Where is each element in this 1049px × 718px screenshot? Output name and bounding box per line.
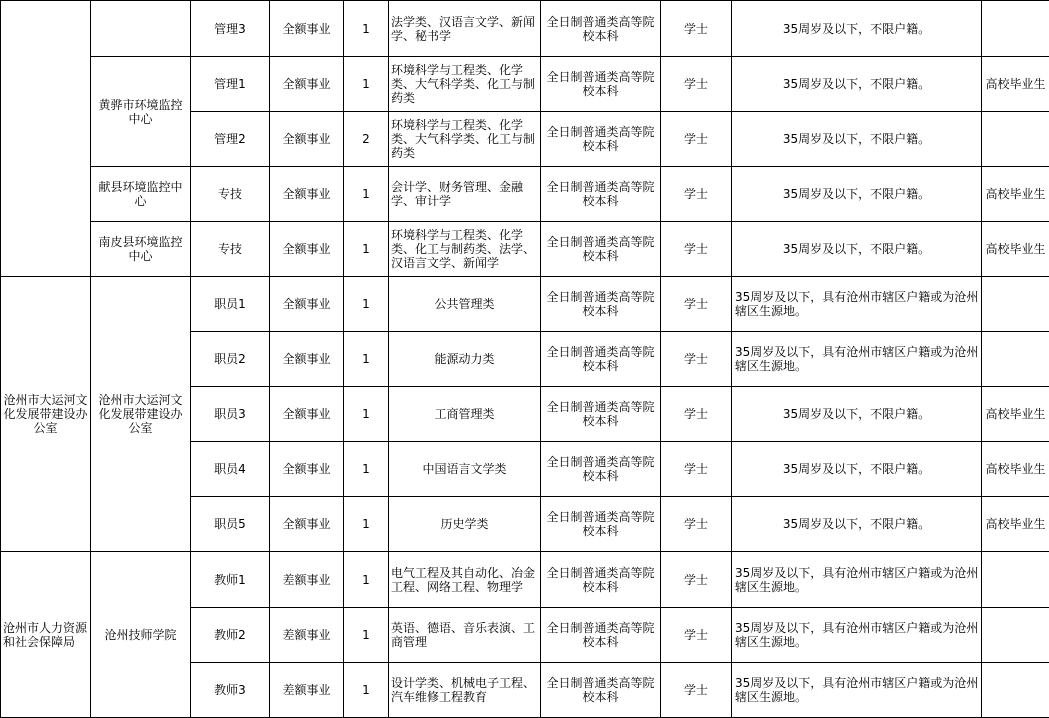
- position-cell: 职员1: [191, 277, 270, 332]
- major-cell: 法学类、汉语言文学、新闻学、秘书学: [389, 1, 541, 57]
- position-cell: 职员3: [191, 387, 270, 442]
- count-cell: 1: [344, 387, 389, 442]
- table-row: [1, 222, 1049, 277]
- position-cell: 教师2: [191, 608, 270, 663]
- funding-cell: 全额事业: [270, 387, 344, 442]
- unit-cell-blank: [91, 1, 191, 57]
- table-row: [1, 552, 1049, 608]
- requirement-cell: 35周岁及以下，具有沧州市辖区户籍或为沧州辖区生源地。: [732, 663, 982, 718]
- count-cell: 1: [344, 608, 389, 663]
- requirement-cell: 35周岁及以下，不限户籍。: [732, 497, 982, 552]
- note-cell: 高校毕业生: [982, 497, 1049, 552]
- note-cell: 高校毕业生: [982, 442, 1049, 497]
- unit-cell: 献县环境监控中心: [91, 167, 191, 222]
- funding-cell: 全额事业: [270, 497, 344, 552]
- note-cell: [982, 663, 1049, 718]
- unit-cell: 沧州市大运河文化发展带建设办公室: [91, 277, 191, 552]
- funding-cell: 全额事业: [270, 57, 344, 112]
- table-row: [1, 57, 1049, 112]
- table-row: [1, 167, 1049, 222]
- major-cell: 电气工程及其自动化、冶金工程、网络工程、物理学: [389, 552, 541, 608]
- major-cell: 环境科学与工程类、化学类、大气科学类、化工与制药类: [389, 57, 541, 112]
- position-cell: 专技: [191, 167, 270, 222]
- major-cell: 中国语言文学类: [389, 442, 541, 497]
- funding-cell: 全额事业: [270, 1, 344, 57]
- requirement-cell: 35周岁及以下，不限户籍。: [732, 222, 982, 277]
- requirement-cell: 35周岁及以下，具有沧州市辖区户籍或为沧州辖区生源地。: [732, 277, 982, 332]
- major-cell: 环境科学与工程类、化学类、大气科学类、化工与制药类: [389, 112, 541, 167]
- department-cell: 沧州市大运河文化发展带建设办公室: [1, 277, 91, 552]
- major-cell: 英语、德语、音乐表演、工商管理: [389, 608, 541, 663]
- education-cell: 全日制普通类高等院校本科: [541, 57, 661, 112]
- education-cell: 全日制普通类高等院校本科: [541, 387, 661, 442]
- count-cell: 1: [344, 57, 389, 112]
- department-cell-env: [1, 1, 91, 277]
- note-cell: 高校毕业生: [982, 57, 1049, 112]
- unit-cell: 南皮县环境监控中心: [91, 222, 191, 277]
- position-cell: 职员4: [191, 442, 270, 497]
- count-cell: 1: [344, 222, 389, 277]
- count-cell: 1: [344, 167, 389, 222]
- requirement-cell: 35周岁及以下，不限户籍。: [732, 167, 982, 222]
- note-cell: [982, 1, 1049, 57]
- requirement-cell: 35周岁及以下，具有沧州市辖区户籍或为沧州辖区生源地。: [732, 608, 982, 663]
- count-cell: 2: [344, 112, 389, 167]
- funding-cell: 差额事业: [270, 663, 344, 718]
- degree-cell: 学士: [661, 167, 732, 222]
- note-cell: 高校毕业生: [982, 222, 1049, 277]
- table-row: [1, 1, 1049, 57]
- requirement-cell: 35周岁及以下，不限户籍。: [732, 112, 982, 167]
- count-cell: 1: [344, 552, 389, 608]
- requirement-cell: 35周岁及以下，具有沧州市辖区户籍或为沧州辖区生源地。: [732, 552, 982, 608]
- funding-cell: 差额事业: [270, 552, 344, 608]
- count-cell: 1: [344, 442, 389, 497]
- degree-cell: 学士: [661, 112, 732, 167]
- requirement-cell: 35周岁及以下，不限户籍。: [732, 57, 982, 112]
- education-cell: 全日制普通类高等院校本科: [541, 608, 661, 663]
- funding-cell: 全额事业: [270, 442, 344, 497]
- count-cell: 1: [344, 332, 389, 387]
- major-cell: 历史学类: [389, 497, 541, 552]
- requirement-cell: 35周岁及以下，不限户籍。: [732, 1, 982, 57]
- note-cell: [982, 552, 1049, 608]
- funding-cell: 差额事业: [270, 608, 344, 663]
- count-cell: 1: [344, 497, 389, 552]
- requirement-cell: 35周岁及以下，不限户籍。: [732, 387, 982, 442]
- note-cell: [982, 608, 1049, 663]
- education-cell: 全日制普通类高等院校本科: [541, 1, 661, 57]
- position-cell: 职员5: [191, 497, 270, 552]
- education-cell: 全日制普通类高等院校本科: [541, 552, 661, 608]
- note-cell: [982, 112, 1049, 167]
- unit-cell: 黄骅市环境监控中心: [91, 57, 191, 167]
- requirement-cell: 35周岁及以下，具有沧州市辖区户籍或为沧州辖区生源地。: [732, 332, 982, 387]
- position-cell: 专技: [191, 222, 270, 277]
- education-cell: 全日制普通类高等院校本科: [541, 332, 661, 387]
- note-cell: 高校毕业生: [982, 387, 1049, 442]
- position-cell: 管理2: [191, 112, 270, 167]
- major-cell: 环境科学与工程类、化学类、化工与制药类、法学、汉语言文学、新闻学: [389, 222, 541, 277]
- education-cell: 全日制普通类高等院校本科: [541, 112, 661, 167]
- note-cell: 高校毕业生: [982, 167, 1049, 222]
- degree-cell: 学士: [661, 663, 732, 718]
- degree-cell: 学士: [661, 277, 732, 332]
- education-cell: 全日制普通类高等院校本科: [541, 222, 661, 277]
- position-cell: 管理3: [191, 1, 270, 57]
- major-cell: 设计学类、机械电子工程、汽车维修工程教育: [389, 663, 541, 718]
- note-cell: [982, 277, 1049, 332]
- degree-cell: 学士: [661, 222, 732, 277]
- funding-cell: 全额事业: [270, 332, 344, 387]
- education-cell: 全日制普通类高等院校本科: [541, 277, 661, 332]
- count-cell: 1: [344, 277, 389, 332]
- unit-cell: 沧州技师学院: [91, 552, 191, 718]
- education-cell: 全日制普通类高等院校本科: [541, 442, 661, 497]
- major-cell: 工商管理类: [389, 387, 541, 442]
- degree-cell: 学士: [661, 608, 732, 663]
- degree-cell: 学士: [661, 1, 732, 57]
- degree-cell: 学士: [661, 387, 732, 442]
- position-cell: 职员2: [191, 332, 270, 387]
- position-cell: 教师3: [191, 663, 270, 718]
- major-cell: 公共管理类: [389, 277, 541, 332]
- degree-cell: 学士: [661, 332, 732, 387]
- note-cell: [982, 332, 1049, 387]
- major-cell: 能源动力类: [389, 332, 541, 387]
- requirement-cell: 35周岁及以下，不限户籍。: [732, 442, 982, 497]
- degree-cell: 学士: [661, 57, 732, 112]
- education-cell: 全日制普通类高等院校本科: [541, 167, 661, 222]
- funding-cell: 全额事业: [270, 112, 344, 167]
- education-cell: 全日制普通类高等院校本科: [541, 663, 661, 718]
- funding-cell: 全额事业: [270, 222, 344, 277]
- major-cell: 会计学、财务管理、金融学、审计学: [389, 167, 541, 222]
- count-cell: 1: [344, 663, 389, 718]
- position-cell: 教师1: [191, 552, 270, 608]
- degree-cell: 学士: [661, 497, 732, 552]
- funding-cell: 全额事业: [270, 167, 344, 222]
- table-row: [1, 277, 1049, 332]
- degree-cell: 学士: [661, 552, 732, 608]
- education-cell: 全日制普通类高等院校本科: [541, 497, 661, 552]
- funding-cell: 全额事业: [270, 277, 344, 332]
- department-cell: 沧州市人力资源和社会保障局: [1, 552, 91, 718]
- count-cell: 1: [344, 1, 389, 57]
- position-cell: 管理1: [191, 57, 270, 112]
- degree-cell: 学士: [661, 442, 732, 497]
